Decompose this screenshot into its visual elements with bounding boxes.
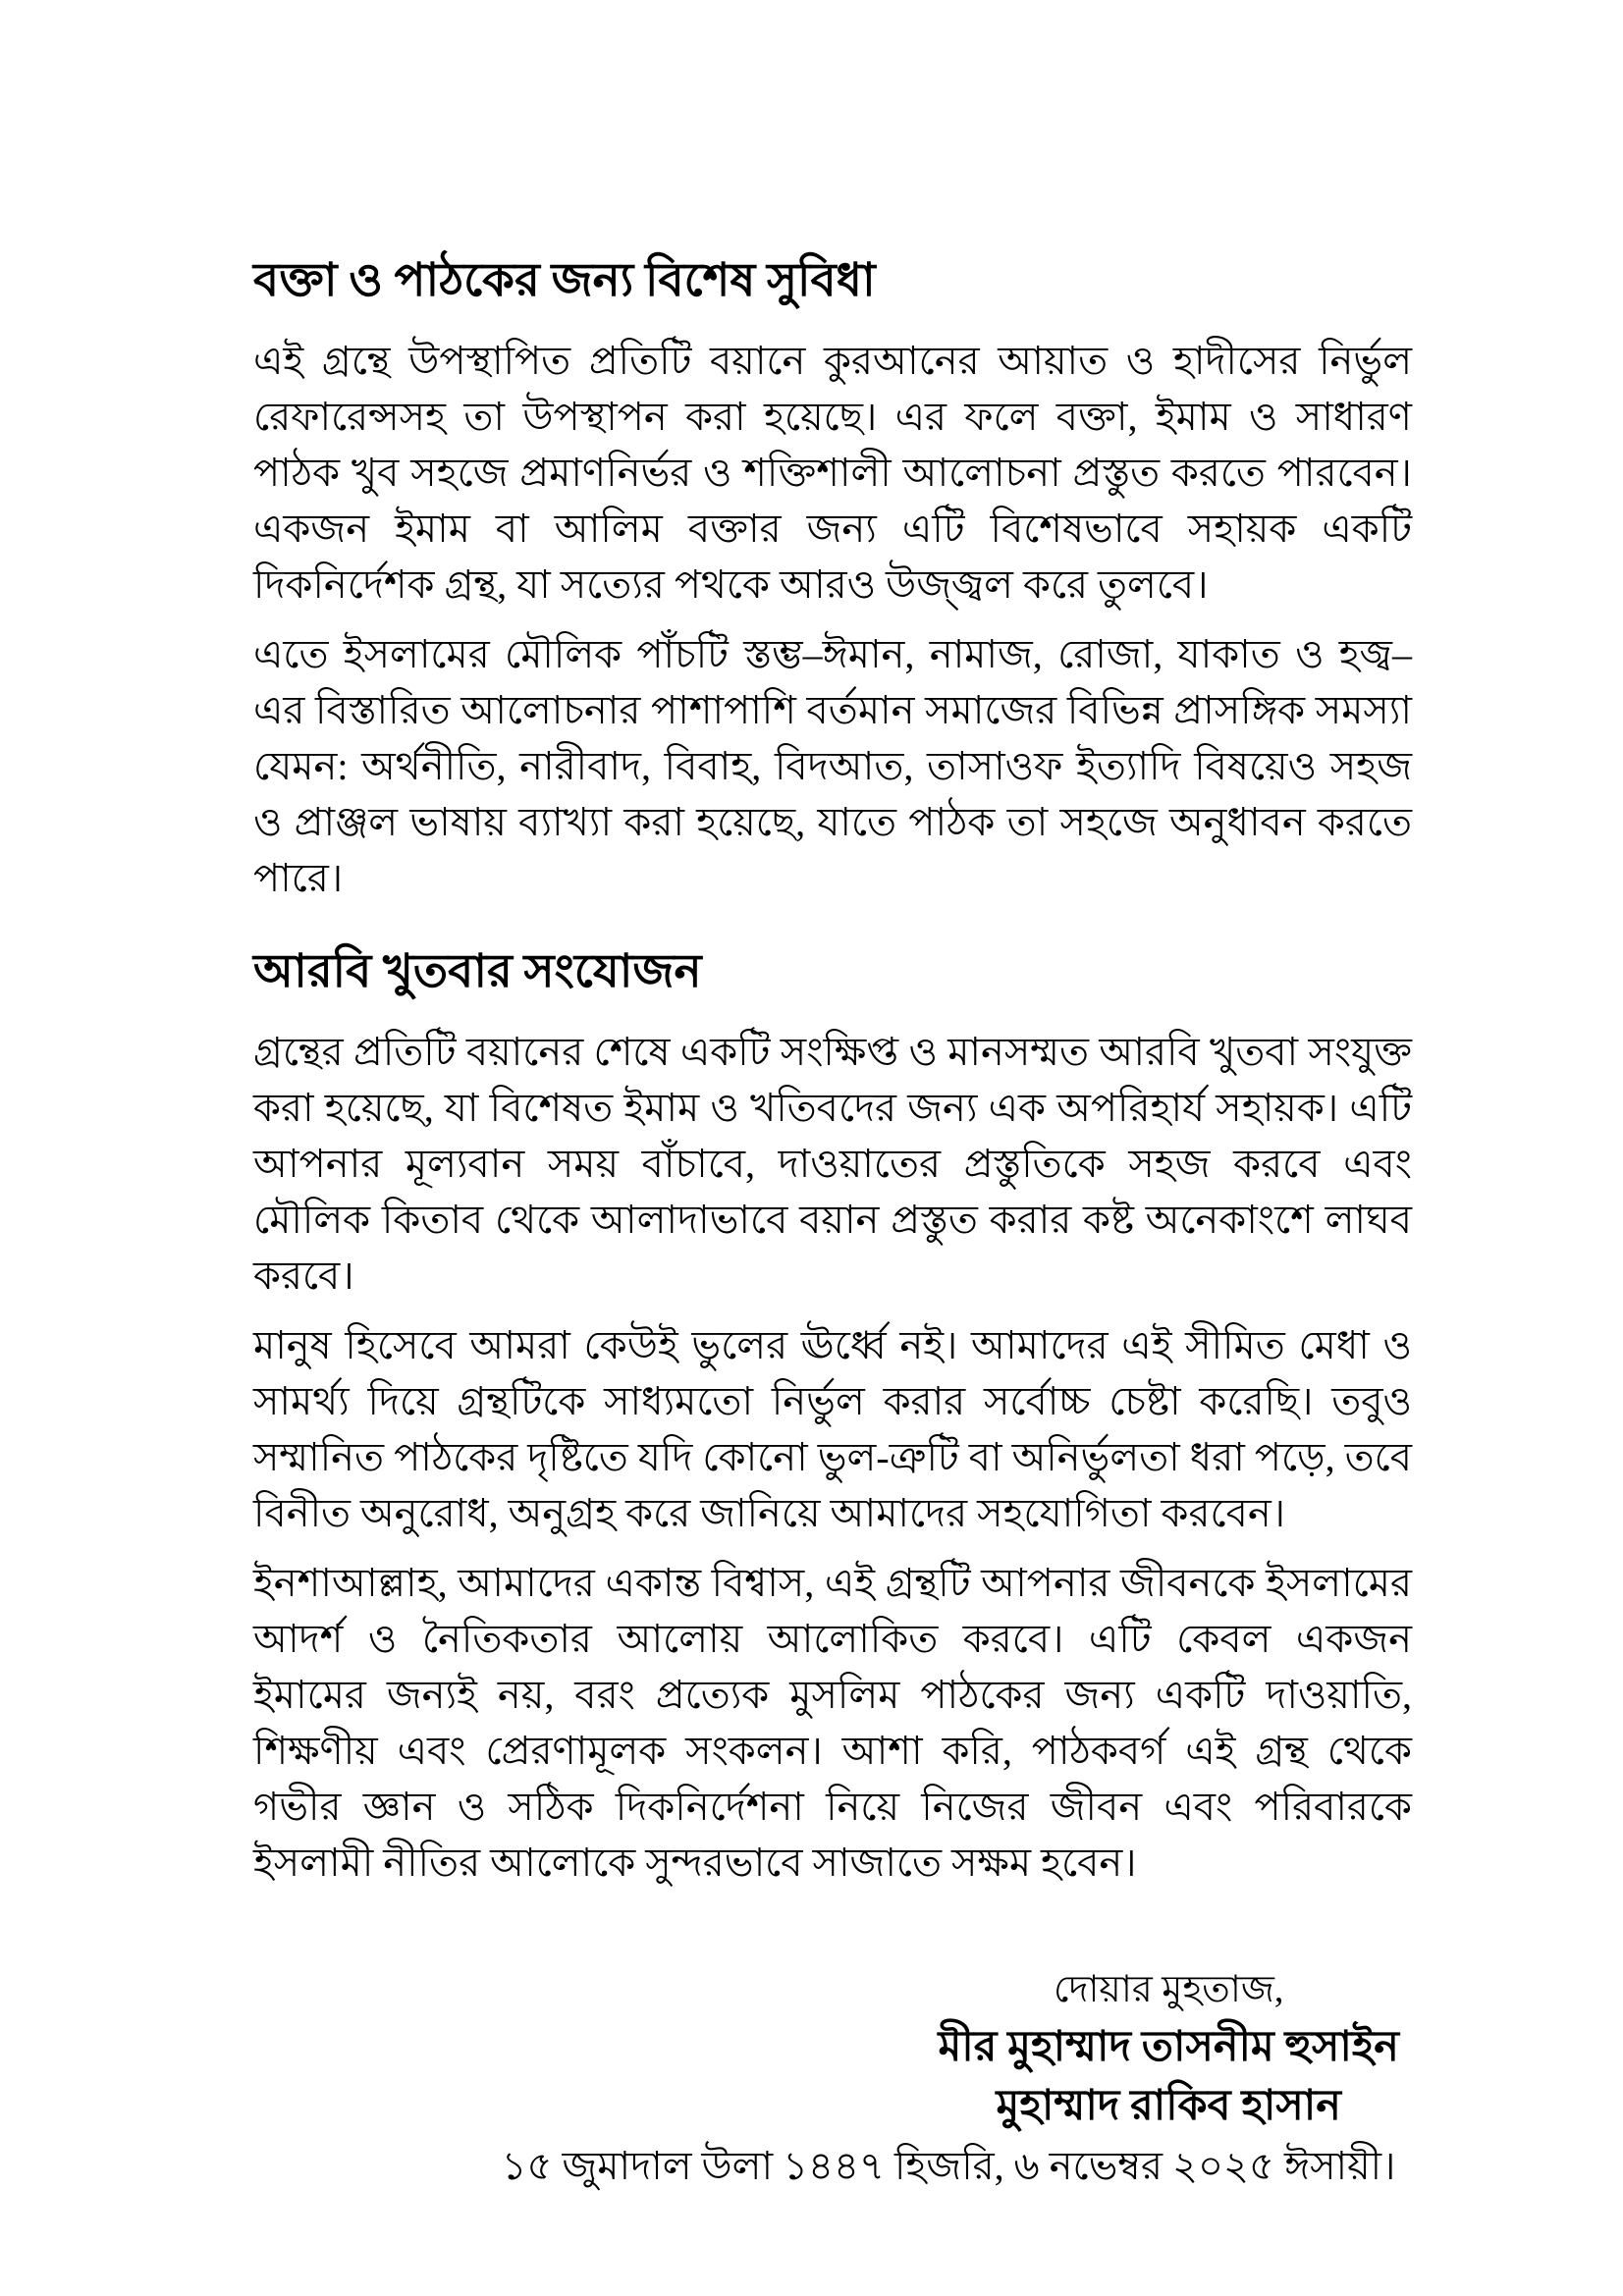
section-heading-speaker-reader-benefits: বক্তা ও পাঠকের জন্য বিশেষ সুবিধা bbox=[253, 255, 876, 306]
signature-block bbox=[253, 1961, 1412, 2195]
page-content bbox=[253, 250, 1412, 2195]
paragraph-five-pillars-topics: এতে ইসলামের মৌলিক পাঁচটি স্তম্ভ–ঈমান, নামাজ, রোজা, যাকাত ও হজ্ব–এর বিস্তারিত আলোচনার পাশাপাশি বর্তমান সমাজের বিভিন্ন প্রাসঙ্গিক সমস্যা যেমন: অর্থনীতি, নারীবাদ, বিবাহ, বিদআত, তাসাওফ ইত্যাদি বিষয়েও সহজ ও প্রাঞ্জল ভাষায় ব্যাখ্যা করা হয়েছে, যাতে পাঠক তা সহজে অনুধাবন করতে পারে। bbox=[253, 632, 1412, 900]
date-line: ১৫ জুমাদাল উলা ১৪৪৭ হিজরি, ৬ নভেম্বর ২০২৫ ঈসায়ী। bbox=[501, 2144, 1396, 2188]
section-heading-arabic-khutbah: আরবি খুতবার সংযোজন bbox=[253, 946, 702, 997]
paragraph-khutbah-appendix: গ্রন্থের প্রতিটি বয়ানের শেষে একটি সংক্ষিপ্ত ও মানসম্মত আরবি খুতবা সংযুক্ত করা হয়েছে, যা বিশেষত ইমাম ও খতিবদের জন্য এক অপরিহার্য সহায়ক। এটি আপনার মূল্যবান সময় বাঁচাবে, দাওয়াতের প্রস্তুতিকে সহজ করবে এবং মৌলিক কিতাব থেকে আলাদাভাবে বয়ান প্রস্তুত করার কষ্ট অনেকাংশে লাঘব করবে। bbox=[253, 1030, 1412, 1298]
author-name-2: মুহাম্মাদ রাকিব হাসান bbox=[996, 2083, 1341, 2129]
paragraph-references: এই গ্রন্থে উপস্থাপিত প্রতিটি বয়ানে কুরআনের আয়াত ও হাদীসের নির্ভুল রেফারেন্সসহ তা উপস্থাপন করা হয়েছে। এর ফলে বক্তা, ইমাম ও সাধারণ পাঠক খুব সহজে প্রমাণনির্ভর ও শক্তিশালী আলোচনা প্রস্তুত করতে পারবেন। একজন ইমাম বা আলিম বক্তার জন্য এটি বিশেষভাবে সহায়ক একটি দিকনির্দেশক গ্রন্থ, যা সত্যের পথকে আরও উজ্জ্বল করে তুলবে। bbox=[253, 339, 1412, 607]
author-name-1: মীর মুহাম্মাদ তাসনীম হুসাইন bbox=[938, 2024, 1399, 2070]
paragraph-closing-hope: ইনশাআল্লাহ, আমাদের একান্ত বিশ্বাস, এই গ্রন্থটি আপনার জীবনকে ইসলামের আদর্শ ও নৈতিকতার আলোয় আলোকিত করবে। এটি কেবল একজন ইমামের জন্যই নয়, বরং প্রত্যেক মুসলিম পাঠকের জন্য একটি দাওয়াতি, শিক্ষণীয় এবং প্রেরণামূলক সংকলন। আশা করি, পাঠকবর্গ এই গ্রন্থ থেকে গভীর জ্ঞান ও সঠিক দিকনির্দেশনা নিয়ে নিজের জীবন এবং পরিবারকে ইসলামী নীতির আলোকে সুন্দরভাবে সাজাতে সক্ষম হবেন। bbox=[253, 1561, 1412, 1885]
paragraph-errors-apology: মানুষ হিসেবে আমরা কেউই ভুলের ঊর্ধ্বে নই। আমাদের এই সীমিত মেধা ও সামর্থ্য দিয়ে গ্রন্থটিকে সাধ্যমতো নির্ভুল করার সর্বোচ্চ চেষ্টা করেছি। তবুও সম্মানিত পাঠকের দৃষ্টিতে যদি কোনো ভুল-ত্রুটি বা অনির্ভুলতা ধরা পড়ে, তবে বিনীত অনুরোধ, অনুগ্রহ করে জানিয়ে আমাদের সহযোগিতা করবেন। bbox=[253, 1323, 1412, 1535]
signature-salutation: দোয়ার মুহতাজ, bbox=[1054, 1969, 1284, 2010]
